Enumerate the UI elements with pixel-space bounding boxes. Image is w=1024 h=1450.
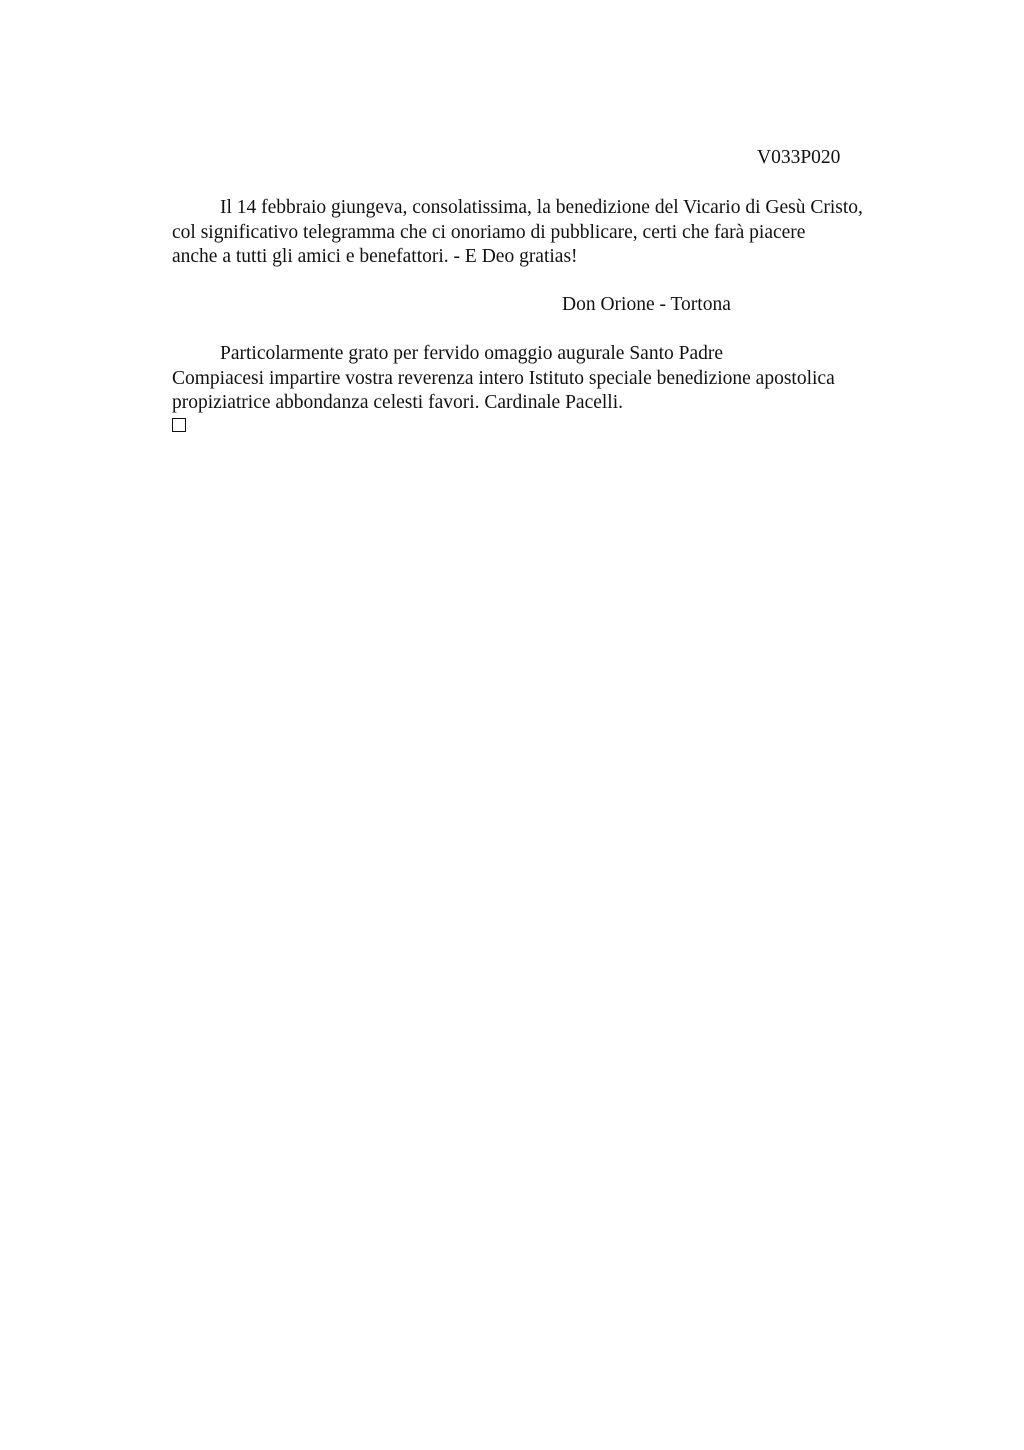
telegram-line: propiziatrice abbondanza celesti favori. Cardinale Pacelli.	[172, 392, 624, 413]
telegram-recipient: Don Orione - Tortona	[562, 294, 731, 315]
document-id: V033P020	[757, 147, 841, 168]
square-box-icon	[172, 418, 186, 432]
intro-paragraph	[172, 196, 932, 270]
telegram-line: Particolarmente grato per fervido omaggio augurale Santo Padre	[220, 343, 724, 364]
intro-line: anche a tutti gli amici e benefattori. - E Deo gratias!	[172, 246, 578, 267]
intro-line: col significativo telegramma che ci onoriamo di pubblicare, certi che farà piacere	[172, 221, 806, 243]
intro-line: Il 14 febbraio giungeva, consolatissima, la benedizione del Vicario di Gesù Cristo,	[220, 197, 863, 218]
telegram-line: Compiacesi impartire vostra reverenza intero Istituto speciale benedizione apostolica	[172, 367, 835, 389]
telegram-paragraph	[172, 342, 932, 416]
